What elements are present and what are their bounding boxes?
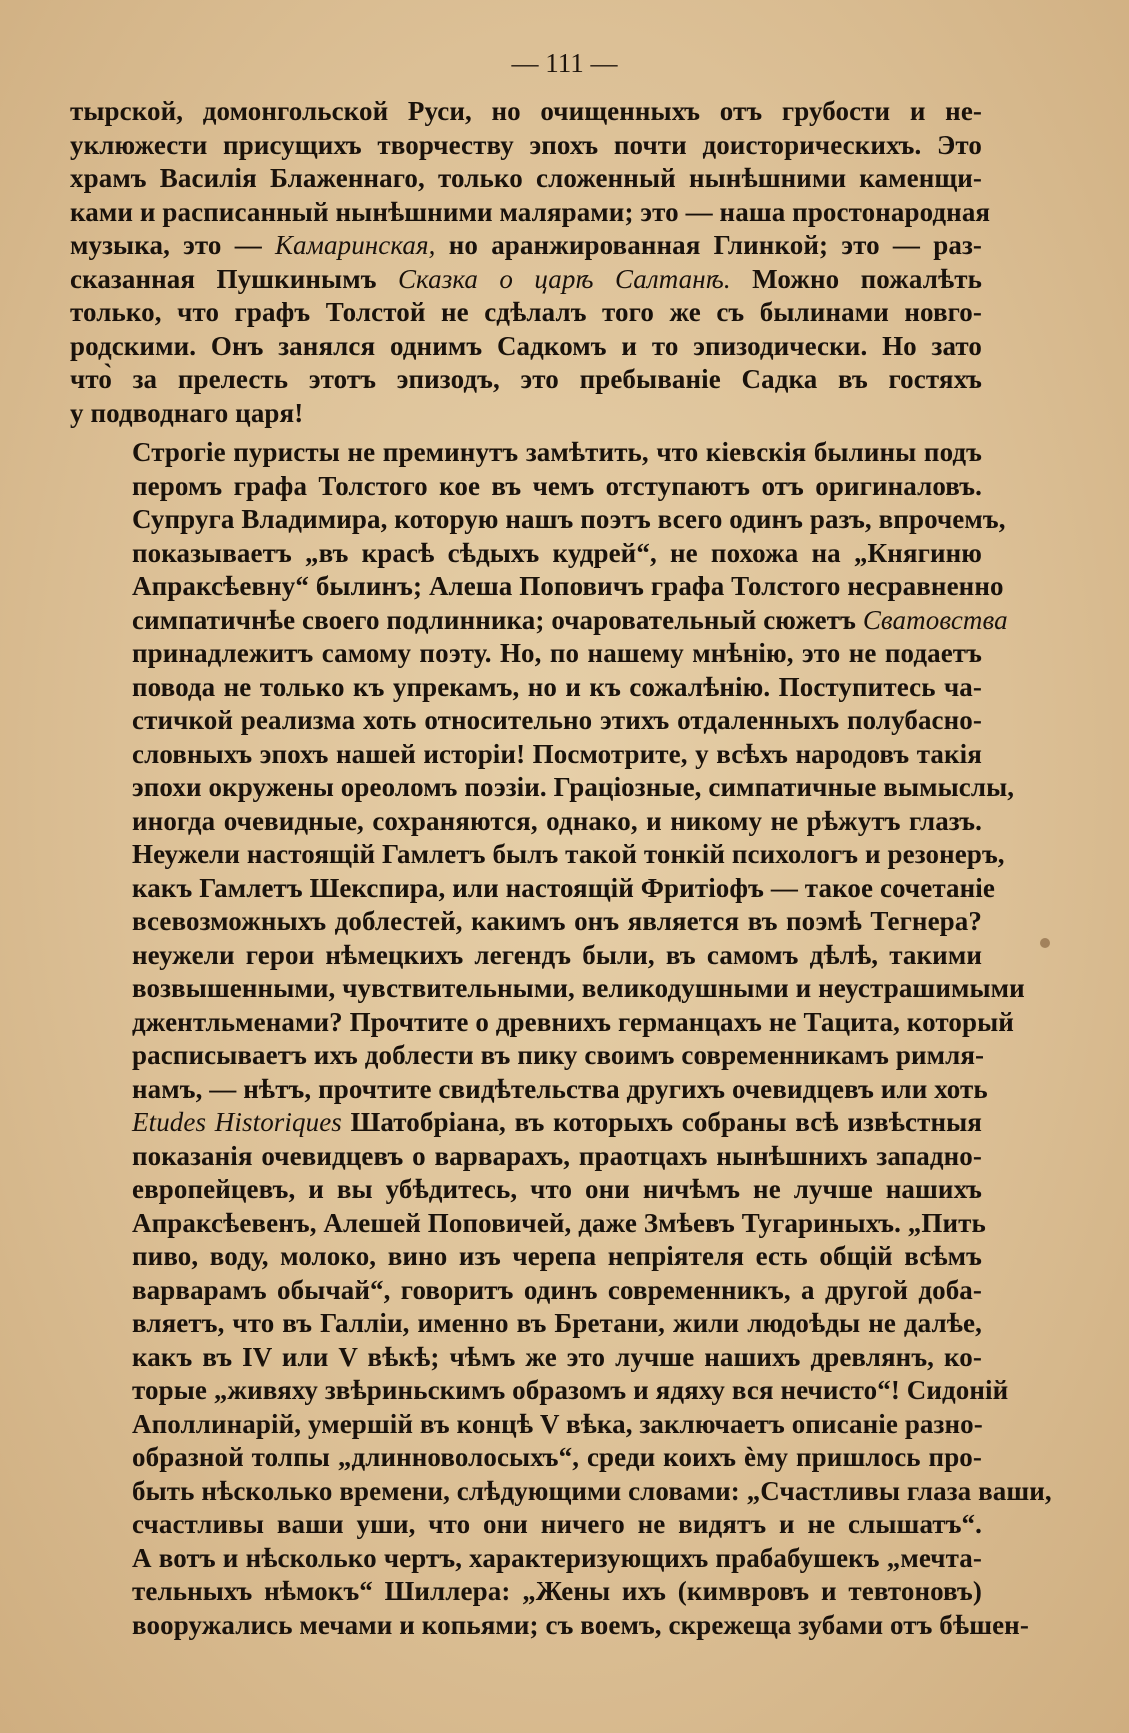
- text-line: [70, 196, 991, 230]
- text-line: [70, 1374, 1009, 1408]
- text-line: [70, 1408, 982, 1442]
- text-line: [70, 436, 982, 470]
- text-run: Аполлинарій, умершій въ концѣ V вѣка, заключаетъ описаніе разно-: [132, 1408, 983, 1439]
- text-line: [70, 470, 982, 504]
- text-run: словныхъ эпохъ нашей исторіи! Посмотрите, у всѣхъ народовъ такія: [132, 738, 982, 769]
- text-run: образной толпы „длинноволосыхъ“, среди коихъ ѐму пришлось про-: [132, 1442, 982, 1472]
- text-run: тельныхъ нѣмокъ“ Шиллера: „Жены ихъ (кимвровъ и тевтоновъ): [132, 1576, 982, 1606]
- text-line: [70, 1307, 982, 1341]
- text-run: варварамъ обычай“, говоритъ одинъ современникъ, а другой доба-: [132, 1274, 982, 1305]
- text-run: симпатичнѣе своего подлинника; очаровательный сюжетъ: [132, 604, 863, 635]
- italic-title: Сватовства: [862, 604, 1008, 635]
- text-run: ками и расписанный нынѣшними малярами; это — наша простонародная: [70, 196, 991, 227]
- text-run: перомъ графа Толстого кое въ чемъ отступаютъ отъ оригиналовъ.: [132, 470, 982, 501]
- text-run: джентльменами? Прочтите о древнихъ германцахъ не Тацита, который: [132, 1006, 1014, 1037]
- text-line: [70, 1274, 982, 1308]
- text-run: принадлежитъ самому поэту. Но, по нашему мнѣнію, это не подаетъ: [132, 638, 982, 668]
- italic-title: Etudes Historiques: [132, 1107, 342, 1137]
- text-run: показываетъ „въ красѣ сѣдыхъ кудрей“, не похожа на „Княгиню: [132, 537, 982, 568]
- text-line: [70, 738, 982, 772]
- text-run: только, что графъ Толстой не сдѣлалъ того же съ былинами новго-: [70, 297, 982, 327]
- text-run: быть нѣсколько времени, слѣдующими словами: „Счастливы глаза ваши,: [132, 1475, 1052, 1506]
- text-line: [70, 1508, 982, 1542]
- text-run: что̀ за прелесть этотъ эпизодъ, это пребываніе Садка въ гостяхъ: [70, 364, 982, 394]
- text-line: [70, 1039, 985, 1073]
- text-line: [70, 537, 982, 571]
- italic-title: Сказка о царѣ Салтанѣ.: [397, 263, 731, 294]
- text-run: А вотъ и нѣсколько чертъ, характеризующихъ прабабушекъ „мечта-: [132, 1542, 982, 1573]
- text-run: тырской, домонгольской Руси, но очищенныхъ отъ грубости и не-: [70, 96, 982, 126]
- text-line: [70, 704, 982, 738]
- text-line: [70, 363, 982, 397]
- text-line: [70, 1173, 982, 1207]
- text-line: [70, 397, 982, 431]
- text-line: [70, 671, 982, 705]
- text-line: [70, 263, 982, 297]
- text-run: повода не только къ упрекамъ, но и къ сожалѣнію. Поступитесь ча-: [132, 671, 982, 702]
- text-line: [70, 939, 982, 973]
- text-line: [70, 838, 1005, 872]
- text-line: [70, 805, 982, 839]
- text-line: [70, 1575, 982, 1609]
- text-run: какъ въ IV или V вѣкѣ; чѣмъ же это лучше нашихъ древлянъ, ко-: [132, 1341, 982, 1372]
- text-line: [70, 1441, 982, 1475]
- text-line: [70, 503, 1006, 537]
- text-line: [70, 129, 982, 163]
- text-run: пиво, воду, молоко, вино изъ черепа непріятеля есть общій всѣмъ: [132, 1241, 982, 1271]
- text-line: [70, 771, 1015, 805]
- text-run: вооружались мечами и копьями; съ воемъ, скрежеща зубами отъ бѣшен-: [132, 1609, 1029, 1640]
- text-run: показанія очевидцевъ о варварахъ, праотцахъ нынѣшнихъ западно-: [132, 1140, 982, 1171]
- text-run: Апраксѣевну“ былинъ; Алеша Поповичъ графа Толстого несравненно: [132, 571, 1004, 601]
- text-line: [70, 162, 982, 196]
- text-run: музыка, это —: [70, 230, 276, 260]
- page-number: — 111 —: [511, 48, 618, 78]
- text-run: иногда очевидные, сохраняются, однако, и никому не рѣжутъ глазъ.: [132, 805, 982, 836]
- text-run: храмъ Василія Блаженнаго, только сложенный нынѣшними каменщи-: [70, 163, 982, 193]
- text-run: счастливы ваши уши, что они ничего не видятъ и не слышатъ“.: [132, 1509, 982, 1539]
- text-run: Неужели настоящій Гамлетъ былъ такой тонкій психологъ и резонеръ,: [132, 839, 1005, 869]
- text-run: родскими. Онъ занялся однимъ Садкомъ и то эпизодически. Но зато: [70, 330, 982, 361]
- text-line: [70, 872, 995, 906]
- text-run: уклюжести присущихъ творчеству эпохъ почти доисторическихъ. Это: [70, 129, 982, 160]
- paragraph: [70, 436, 1052, 1642]
- text-run: намъ, — нѣтъ, прочтите свидѣтельства другихъ очевидцевъ или хоть: [132, 1073, 988, 1104]
- text-line: [70, 905, 982, 939]
- text-line: [70, 1106, 982, 1140]
- text-line: [70, 1475, 1052, 1509]
- text-run: возвышенными, чувствительными, великодушными и неустрашимыми: [132, 973, 1025, 1003]
- text-line: [70, 637, 982, 671]
- text-run: эпохи окружены ореоломъ поэзіи. Граціозные, симпатичные вымыслы,: [132, 772, 1015, 802]
- text-line: [70, 972, 1025, 1006]
- text-run: неужели герои нѣмецкихъ легендъ были, въ самомъ дѣлѣ, такими: [132, 939, 982, 970]
- text-run: Апраксѣевенъ, Алешей Поповичей, даже Змѣевъ Тугариныхъ. „Пить: [132, 1207, 986, 1238]
- text-line: [70, 1073, 988, 1107]
- text-line: [70, 229, 982, 263]
- text-run: но аранжированная Глинкой; это — раз-: [435, 230, 982, 260]
- text-run: Шатобріана, въ которыхъ собраны всѣ извѣстныя: [341, 1107, 982, 1137]
- text-run: сказанная Пушкинымъ: [70, 263, 398, 294]
- text-run: расписываетъ ихъ доблести въ пику своимъ современникамъ римля-: [132, 1040, 985, 1070]
- text-line: [70, 570, 1004, 604]
- text-line: [70, 330, 982, 364]
- text-run: всевозможныхъ доблестей, какимъ онъ является въ поэмѣ Тегнера?: [132, 906, 982, 936]
- paragraph: [70, 95, 991, 430]
- text-run: вляетъ, что въ Галліи, именно въ Бретани, жили людоѣды не далѣе,: [132, 1308, 982, 1338]
- italic-title: Камаринская,: [275, 230, 436, 260]
- text-line: [70, 296, 982, 330]
- text-line: [70, 1542, 982, 1576]
- text-line: [70, 1006, 1014, 1040]
- text-run: европейцевъ, и вы убѣдитесь, что они ничѣмъ не лучше нашихъ: [132, 1174, 982, 1204]
- text-run: торые „живяху звѣриньскимъ образомъ и ядяху вся нечисто“! Сидоній: [132, 1375, 1009, 1405]
- body-text: [70, 95, 1052, 1642]
- text-line: [70, 1207, 986, 1241]
- ink-spot: [1040, 938, 1050, 948]
- text-line: [70, 604, 1008, 638]
- text-run: Можно пожалѣть: [730, 263, 982, 294]
- text-line: [70, 1341, 982, 1375]
- text-line: [70, 1140, 982, 1174]
- text-run: стичкой реализма хоть относительно этихъ отдаленныхъ полубасно-: [132, 705, 982, 735]
- text-run: какъ Гамлетъ Шекспира, или настоящій Фритіофъ — такое сочетаніе: [132, 872, 995, 903]
- text-run: Строгіе пуристы не преминутъ замѣтить, что кіевскія былины подъ: [132, 437, 982, 467]
- text-run: Супруга Владимира, которую нашъ поэтъ всего одинъ разъ, впрочемъ,: [132, 504, 1006, 534]
- text-line: [70, 95, 982, 129]
- text-line: [70, 1609, 1029, 1643]
- text-line: [70, 1240, 982, 1274]
- text-run: у подводнаго царя!: [70, 397, 304, 428]
